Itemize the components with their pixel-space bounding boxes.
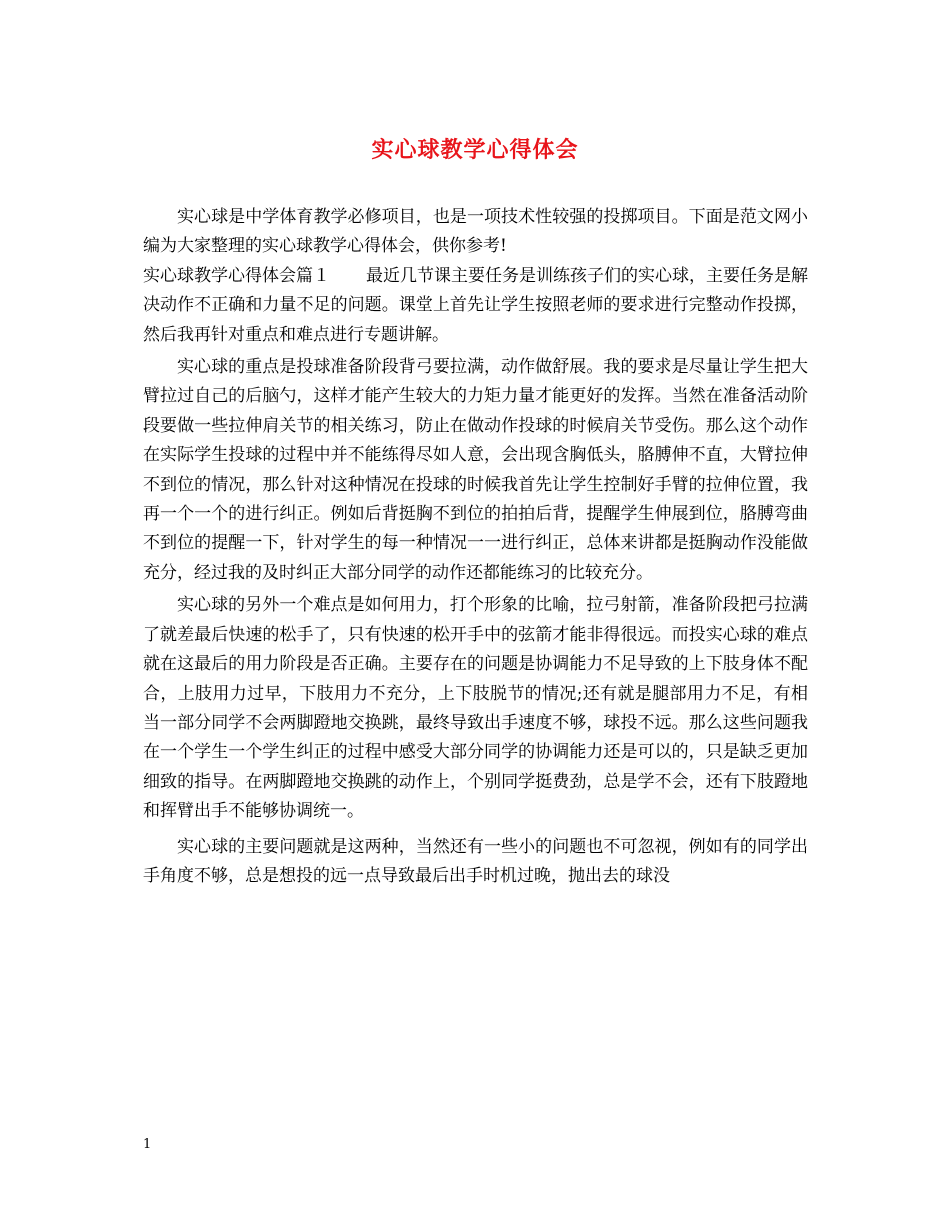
intro-paragraph: 实心球是中学体育教学必修项目，也是一项技术性较强的投掷项目。下面是范文网小编为大家整理的实心球教学心得体会，供你参考!	[143, 207, 808, 257]
body-paragraph-2: 实心球的另外一个难点是如何用力，打个形象的比喻，拉弓射箭，准备阶段把弓拉满了就差最后快速的松手了，只有快速的松开手中的弦箭才能非得很远。而投实心球的难点就在这最后的用力阶段是否正确。主要存在的问题是协调能力不足导致的上下肢身体不配合，上肢用力过早，下肢用力不充分，上下肢脱节的情况;还有就是腿部用力不足，有相当一部分同学不会两脚蹬地交换跳，最终导致出手速度不够，球投不远。那么这些问题我在一个学生一个学生纠正的过程中感受大部分同学的协调能力还是可以的，只是缺乏更加细致的指导。在两脚蹬地交换跳的动作上，个别同学挺费劲，总是学不会，还有下肢蹬地和挥臂出手不能够协调统一。	[143, 595, 808, 822]
body-paragraph-1: 实心球的重点是投球准备阶段背弓要拉满，动作做舒展。我的要求是尽量让学生把大臂拉过自己的后脑勺，这样才能产生较大的力矩力量才能更好的发挥。当然在准备活动阶段要做一些拉伸肩关节的相关练习，防止在做动作投球的时候肩关节受伤。那么这个动作在实际学生投球的过程中并不能练得尽如人意，会出现含胸低头，胳膊伸不直，大臂拉伸不到位的情况，那么针对这种情况在投球的时候我首先让学生控制好手臂的拉伸位置，我再一个一个的进行纠正。例如后背挺胸不到位的拍拍后背，提醒学生伸展到位，胳膊弯曲不到位的提醒一下，针对学生的每一种情况一一进行纠正，总体来讲都是挺胸动作没能做充分，经过我的及时纠正大部分同学的动作还都能练习的比较充分。	[143, 357, 808, 583]
section-first-paragraph-text: 最近几节课主要任务是训练孩子们的实心球，主要任务是解决动作不正确和力量不足的问题。课堂上首先让学生按照老师的要求进行完整动作投掷，然后我再针对重点和难点进行专题讲解。	[143, 265, 808, 345]
section-first-paragraph	[143, 262, 808, 350]
body-paragraph-3: 实心球的主要问题就是这两种，当然还有一些小的问题也不可忽视，例如有的同学出手角度不够，总是想投的远一点导致最后出手时机过晚，抛出去的球没	[143, 836, 808, 886]
document-title: 实心球教学心得体会	[371, 137, 579, 163]
document-body	[143, 203, 808, 891]
page-number: 1	[143, 1137, 152, 1152]
section-label: 实心球教学心得体会篇１	[143, 265, 330, 286]
